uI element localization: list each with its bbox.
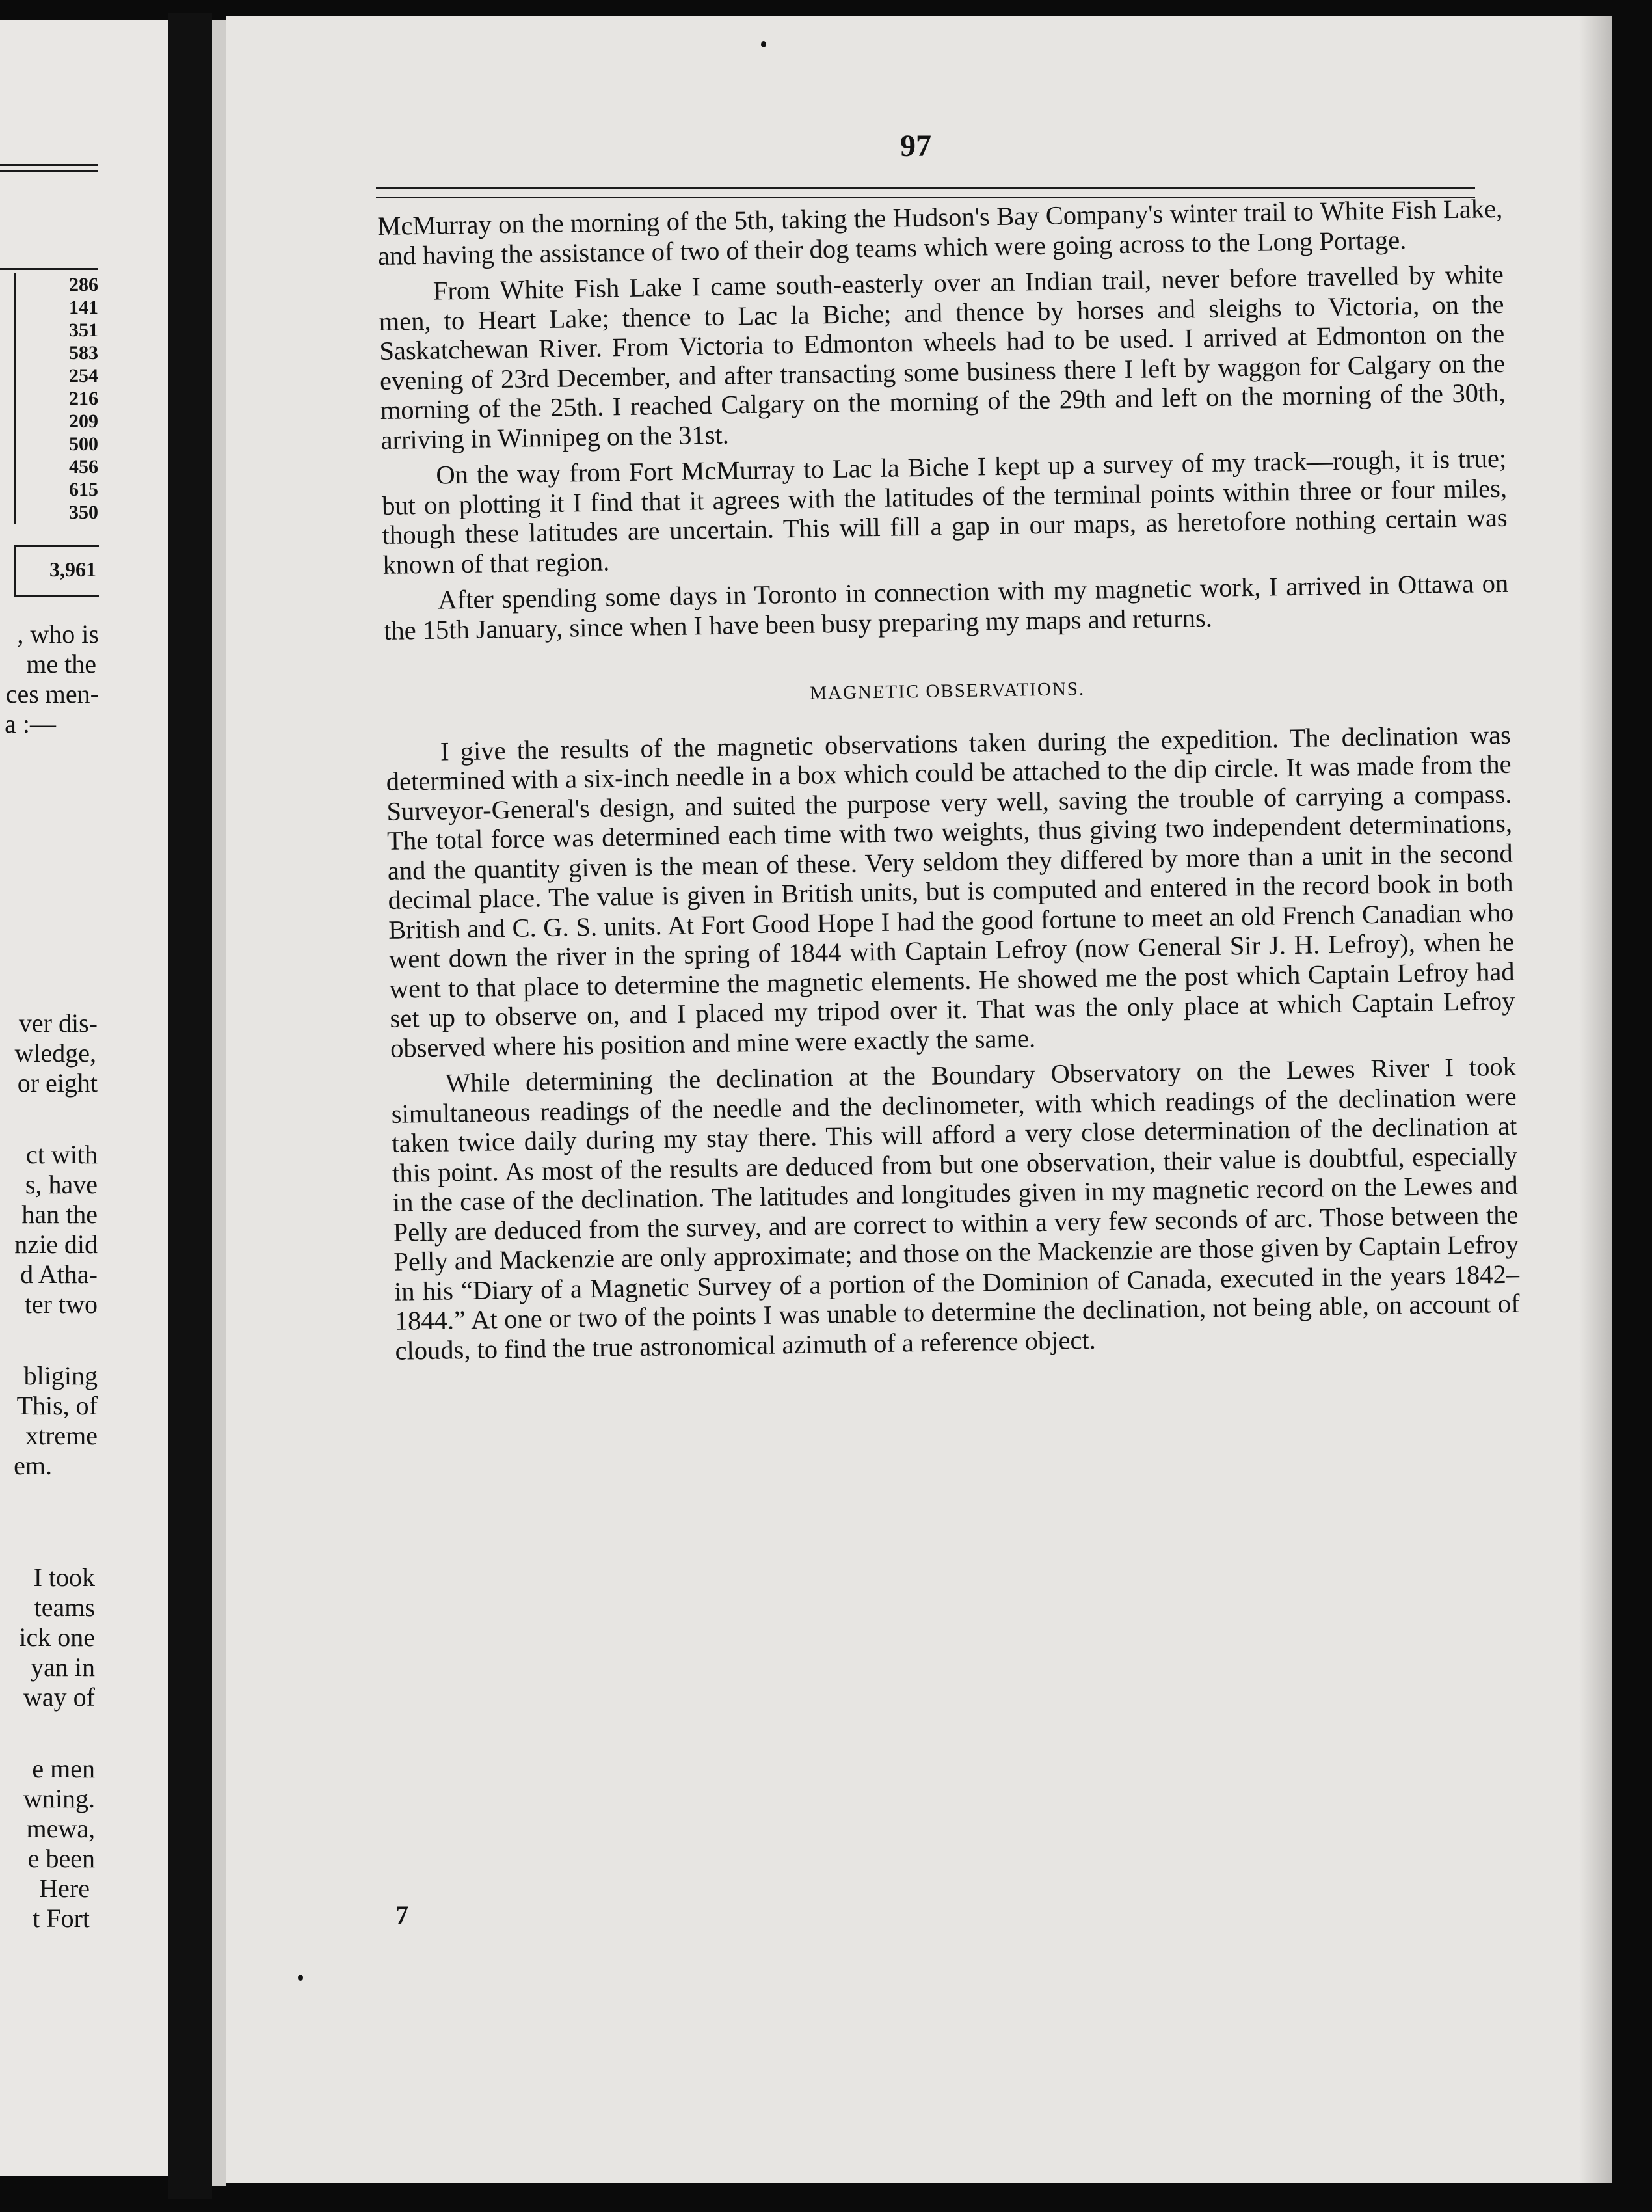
left-text-fragment: s, have: [25, 1170, 98, 1199]
left-text-fragment: t Fort: [33, 1904, 90, 1933]
left-rule-top: [0, 164, 98, 166]
book-binding-gutter: [168, 13, 212, 2199]
left-table-value: 615: [69, 479, 98, 500]
body-paragraph: On the way from Fort McMurray to Lac la Biche I kept up a survey of my track—rough, it is true; but on plotting it I find that it agrees with the latitudes of the terminal points within three or four miles, though these latitudes are uncertain. This will fill a gap in our maps, as heretofore nothing certain was known of that region.: [381, 443, 1508, 580]
left-text-fragment: han the: [21, 1200, 98, 1229]
left-table-value: 500: [69, 433, 98, 455]
left-text-fragment: me the: [26, 649, 96, 679]
section-heading: MAGNETIC OBSERVATIONS.: [809, 679, 1086, 704]
left-text-fragment: wledge,: [14, 1038, 96, 1068]
left-table-value: 286: [69, 274, 98, 295]
left-text-fragment: ick one: [19, 1623, 95, 1652]
left-table-value: 216: [69, 388, 98, 409]
ink-speck: [761, 41, 766, 47]
left-text-fragment: I took: [33, 1563, 95, 1592]
left-rule-top-thin: [0, 170, 98, 172]
left-text-fragment: e men: [32, 1754, 95, 1783]
left-text-fragment: ct with: [26, 1140, 98, 1169]
left-text-fragment: teams: [34, 1593, 95, 1622]
left-text-fragment: bliging: [23, 1361, 98, 1390]
ink-speck: [298, 1975, 303, 1981]
page-body-text: [377, 194, 1521, 1372]
left-text-fragment: wning.: [23, 1784, 95, 1813]
left-table-value: 351: [69, 319, 98, 341]
body-paragraph: After spending some days in Toronto in connection with my magnetic work, I arrived in Ottawa on the 15th January, since when I have been busy preparing my maps and returns.: [383, 568, 1509, 645]
body-paragraph: From White Fish Lake I came south-easterly over an Indian trail, never before travelled by white men, to Heart Lake; thence to Lac la Biche; and thence by horses and sleighs to Victoria, on the Saskatchewan River. From Victoria to Edmonton wheels had to be used. I arrived at Edmonton on the evening of 23rd December, and after transacting some business there I left by waggon for Calgary on the morning of the 25th. I reached Calgary on the morning of the 29th and left on the morning of the 30th, arriving in Winnipeg on the 31st.: [379, 259, 1506, 455]
body-paragraph: McMurray on the morning of the 5th, taking the Hudson's Bay Company's winter trail to White Fish Lake, and having the assistance of two of their dog teams which were going across to the Long Portage.: [377, 193, 1503, 271]
page-edge-strip: [212, 20, 226, 2186]
left-text-fragment: ces men-: [5, 679, 99, 708]
left-text-fragment: This, of: [16, 1391, 98, 1420]
left-text-fragment: , who is: [17, 619, 99, 649]
left-text-fragment: e been: [27, 1844, 95, 1873]
left-text-fragment: yan in: [31, 1652, 95, 1682]
left-text-fragment: mewa,: [26, 1814, 95, 1843]
left-text-fragment: way of: [23, 1682, 95, 1712]
body-paragraph: I give the results of the magnetic observations taken during the expedition. The declination was determined with a six-inch needle in a box which could be attached to the dip circle. It was made from the Surveyor-General's design, and suited the purpose very well, saving the trouble of carrying a compass. The total force was determined each time with two weights, thus giving two independent determinations, and the quantity given is the mean of these. Very seldom they differed by more than a unit in the second decimal place. The value is given in British units, but is computed and entered in the record book in both British and C. G. S. units. At Fort Good Hope I had the good fortune to meet an old French Canadian who went down the river in the spring of 1844 with Captain Lefroy (now General Sir J. H. Lefroy), when he went to that place to determine the magnetic elements. He showed me the post which Captain Lefroy had set up to observe on, and I placed my tripod over it. That was the only place at which Captain Lefroy observed where his position and mine were exactly the same.: [386, 720, 1515, 1063]
left-text-fragment: ver dis-: [18, 1008, 98, 1038]
left-table-value: 350: [69, 502, 98, 523]
left-table-total: [14, 545, 99, 597]
left-table-value: 141: [69, 297, 98, 318]
header-rule: [376, 187, 1475, 189]
body-paragraph: While determining the declination at the Boundary Observatory on the Lewes River I took simultaneous readings of the needle and the declinometer, with which readings of the declination were taken twice daily during my stay there. This will afford a very close determination of the declination at this point. As most of the results are deduced from but one observation, their value is doubtful, especially in the case of the declination. The latitudes and longitudes given in my magnetic record on the Lewes and Pelly are deduced from the survey, and are correct to within a very few seconds of arc. Those between the Pelly and Mackenzie are only approximate; and those on the Mackenzie are those given by Captain Lefroy in his “Diary of a Magnetic Survey of a portion of the Dominion of Canada, executed in the years 1842–1844.” At one or two of the points I was unable to determine the declination, not being able, on account of clouds, to find the true astronomical azimuth of a reference object.: [391, 1051, 1520, 1366]
left-table-value: 209: [69, 411, 98, 432]
left-text-fragment: Here: [39, 1874, 90, 1903]
left-text-fragment: or eight: [17, 1068, 98, 1098]
left-text-fragment: ter two: [24, 1289, 98, 1319]
left-text-fragment: d Atha-: [20, 1260, 98, 1289]
left-table-value: 583: [69, 342, 98, 364]
left-total-value: 3,961: [49, 558, 96, 581]
left-text-fragment: xtreme: [25, 1421, 98, 1450]
page-number: 97: [900, 129, 931, 163]
left-text-fragment: nzie did: [14, 1230, 98, 1259]
left-facing-page: [0, 20, 168, 2176]
page-edge-shadow: [1579, 16, 1612, 2183]
left-number-column: [14, 273, 101, 524]
left-text-fragment: em.: [14, 1451, 52, 1480]
book-page: [226, 16, 1612, 2183]
left-table-value: 254: [69, 365, 98, 386]
signature-mark: 7: [395, 1900, 408, 1930]
left-text-fragment: a :—: [5, 709, 56, 738]
left-table-value: 456: [69, 456, 98, 478]
left-rule-table: [0, 268, 98, 270]
